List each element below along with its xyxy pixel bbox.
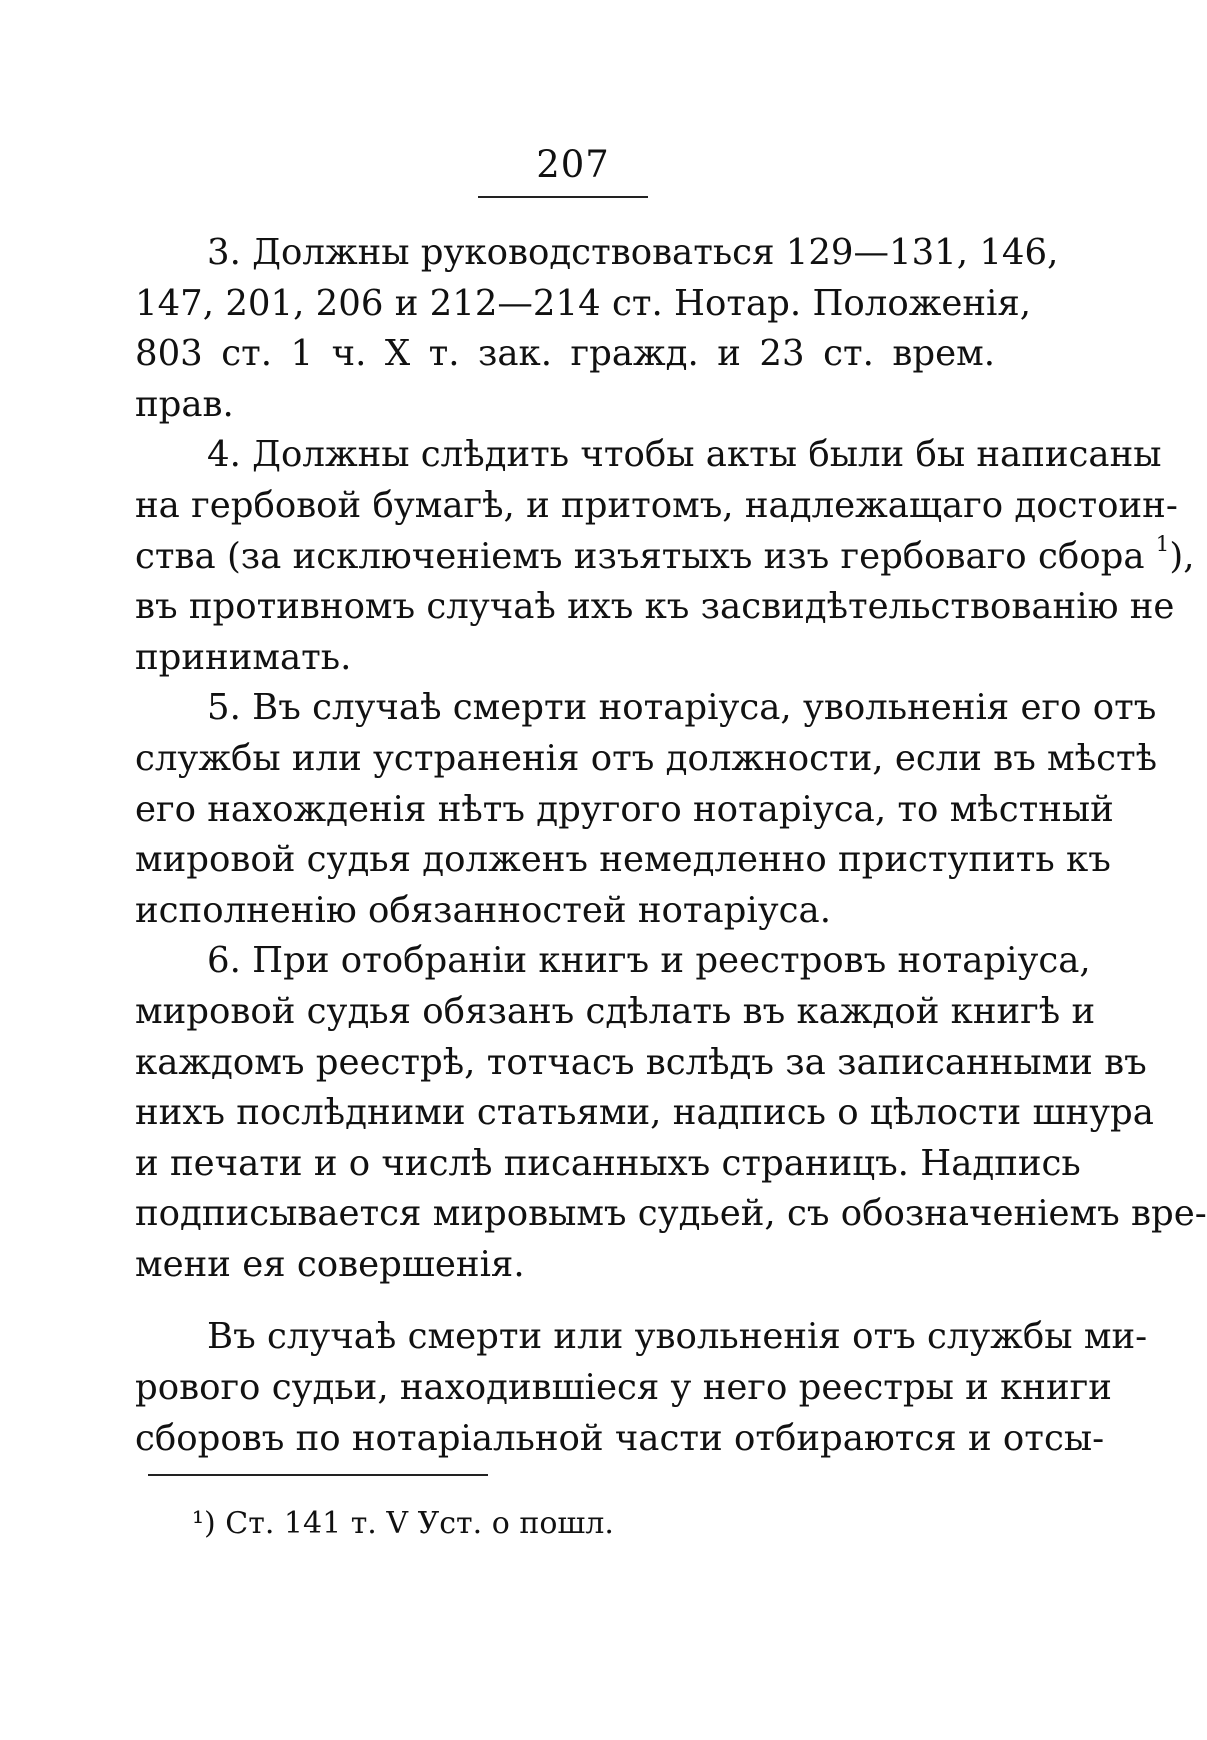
page-number: 207 — [536, 143, 610, 186]
text-line — [135, 531, 1195, 583]
text-line: службы или устраненія отъ должности, если въ мѣстѣ — [135, 737, 1158, 779]
footnote-rule — [148, 1474, 488, 1476]
text-line: и печати и о числѣ писанныхъ страницъ. Надпись — [135, 1142, 1081, 1184]
text-line: 4. Должны слѣдить чтобы акты были бы написаны — [207, 434, 1162, 476]
footnote-text: Ст. 141 т. V Уст. о пошл. — [225, 1506, 614, 1541]
text-line: нихъ послѣдними статьями, надпись о цѣлости шнура — [135, 1092, 1154, 1134]
text-line: сборовъ по нотаріальной части отбираются и отсы- — [135, 1417, 1105, 1459]
header-rule — [478, 196, 648, 198]
text-line: рового судьи, находившіеся у него реестры и книги — [135, 1367, 1112, 1409]
text-line: 6. При отобраніи книгъ и реестровъ нотаріуса, — [207, 940, 1091, 982]
text-line: мировой судья обязанъ сдѣлать въ каждой книгѣ и — [135, 990, 1096, 1032]
text-line: прав. — [135, 383, 234, 425]
footnote-marker: ¹) — [192, 1506, 216, 1541]
text-line: подписывается мировымъ судьей, съ обозначеніемъ вре- — [135, 1193, 1207, 1235]
text-segment: ства (за исключеніемъ изъятыхъ изъ гербоваго сбора — [135, 535, 1145, 577]
text-line: мировой судья долженъ немедленно приступить къ — [135, 839, 1111, 881]
text-line: каждомъ реестрѣ, тотчасъ вслѣдъ за записанными въ — [135, 1041, 1147, 1083]
footnote — [192, 1504, 614, 1544]
text-line: принимать. — [135, 636, 352, 678]
text-line: 147, 201, 206 и 212—214 ст. Нотар. Положенія, — [135, 282, 1032, 324]
text-segment: ), — [1169, 535, 1195, 577]
text-line: на гербовой бумагѣ, и притомъ, надлежащаго достоин- — [135, 484, 1178, 526]
text-line: исполненію обязанностей нотаріуса. — [135, 889, 831, 931]
text-line: 5. Въ случаѣ смерти нотаріуса, увольненія его отъ — [207, 687, 1157, 729]
text-line: 3. Должны руководствоваться 129—131, 146, — [207, 232, 1059, 273]
text-line: 803 ст. 1 ч. X т. зак. гражд. и 23 ст. врем. — [135, 333, 995, 375]
text-line: въ противномъ случаѣ ихъ къ засвидѣтельствованію не — [135, 586, 1175, 628]
text-line: его нахожденія нѣтъ другого нотаріуса, то мѣстный — [135, 788, 1114, 830]
text-line: мени ея совершенія. — [135, 1243, 525, 1285]
body-text — [135, 228, 1207, 1464]
text-line: Въ случаѣ смерти или увольненія отъ службы ми- — [207, 1316, 1148, 1358]
footnote-reference: 1 — [1155, 531, 1170, 557]
